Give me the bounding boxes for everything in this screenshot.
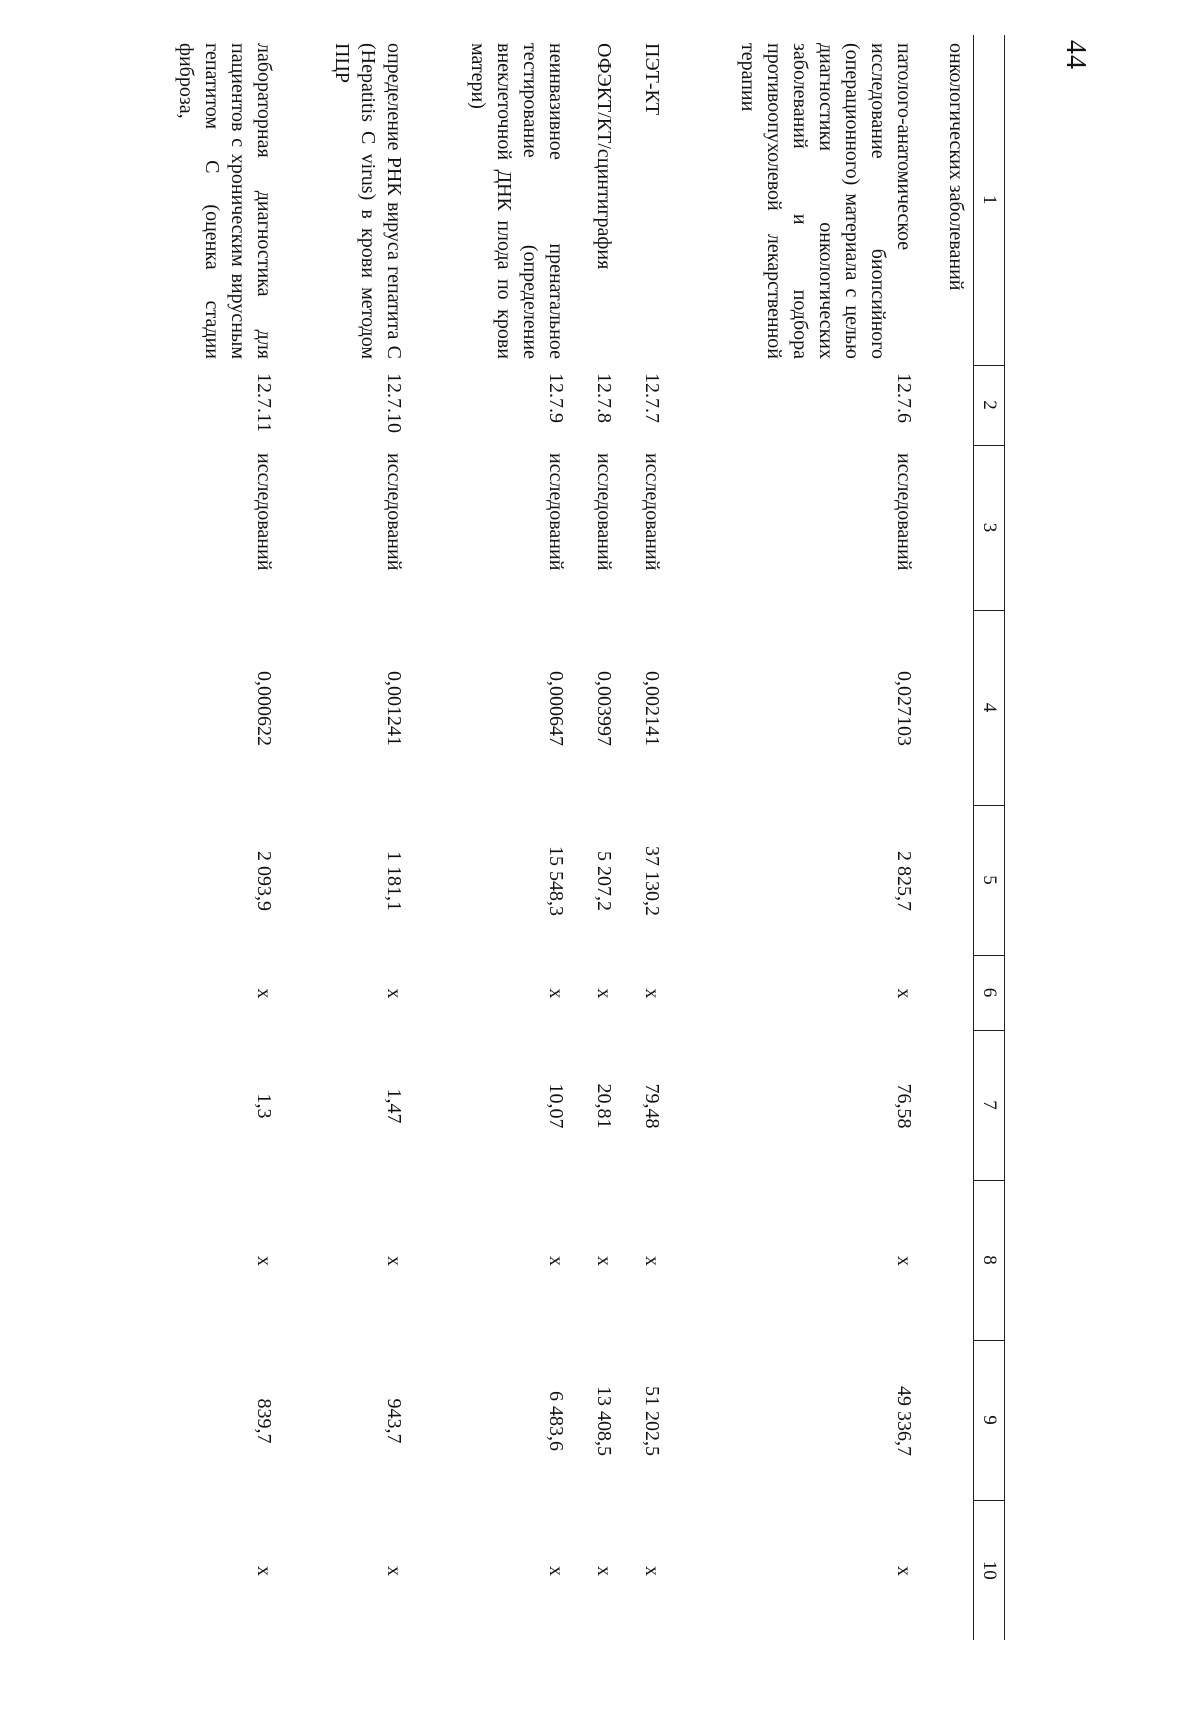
- unit-cell: исследований: [593, 453, 615, 571]
- code-cell: 12.7.7: [641, 373, 663, 423]
- service-name-cell: патолого-анатомическое исследование биопсийного (операционного) материала с целью диагностики онкологических заболеваний и подбора противоопухолевой лекарственной терапии: [737, 43, 915, 359]
- data-table: [165, 35, 1005, 1640]
- value-cell: [921, 610, 974, 805]
- header-row: [974, 35, 1005, 1640]
- value-cell: 0,000622: [253, 671, 275, 746]
- value-cell: x: [593, 1256, 615, 1266]
- service-name-cell: ПЭТ-КТ: [641, 43, 663, 116]
- value-cell: 13 408,5: [593, 1386, 615, 1456]
- value-cell: x: [641, 1566, 663, 1576]
- value-cell: x: [593, 988, 615, 999]
- unit-cell: исследований: [545, 453, 567, 571]
- value-cell: x: [893, 1256, 915, 1266]
- code-cell: 12.7.11: [253, 373, 275, 433]
- service-name-cell: онкологических заболеваний: [945, 43, 967, 291]
- code-cell: [921, 365, 974, 445]
- value-cell: x: [253, 1566, 275, 1576]
- value-cell: x: [545, 1256, 567, 1266]
- column-header: 9: [974, 1340, 1005, 1500]
- code-cell: 12.7.8: [593, 373, 615, 423]
- table-row: [621, 35, 669, 1640]
- value-cell: x: [893, 988, 915, 999]
- column-header: 5: [974, 805, 1005, 955]
- value-cell: [921, 955, 974, 1030]
- code-cell: 12.7.10: [383, 373, 405, 433]
- value-cell: x: [641, 1256, 663, 1266]
- value-cell: x: [893, 1566, 915, 1576]
- service-name-cell: лабораторная диагностика для пациентов с хроническим вирусным гепатитом С (оценка стадии фиброза,: [175, 43, 275, 359]
- service-name-cell: определение РНК вируса гепатита С (Hepatitis C virus) в крови методом ПЦР: [331, 43, 405, 359]
- data-table-wrapper: [175, 35, 1005, 1640]
- value-cell: x: [253, 988, 275, 999]
- code-cell: 12.7.6: [893, 373, 915, 423]
- value-cell: 79,48: [641, 1083, 663, 1129]
- value-cell: x: [383, 1256, 405, 1266]
- unit-cell: исследований: [253, 453, 275, 571]
- value-cell: 20,81: [593, 1083, 615, 1129]
- table-row: [281, 35, 411, 1640]
- value-cell: 1,3: [253, 1093, 275, 1119]
- unit-cell: исследований: [893, 453, 915, 571]
- service-name-cell: неинвазивное пренатальное тестирование (определение внеклеточной ДНК плода по крови матери): [467, 43, 567, 359]
- value-cell: [921, 1340, 974, 1500]
- value-cell: 839,7: [253, 1398, 275, 1444]
- value-cell: 6 483,6: [545, 1391, 567, 1451]
- column-header: 7: [974, 1030, 1005, 1180]
- column-header: 6: [974, 955, 1005, 1030]
- value-cell: 0,003997: [593, 671, 615, 746]
- value-cell: [921, 1500, 974, 1640]
- value-cell: 15 548,3: [545, 846, 567, 916]
- value-cell: x: [383, 988, 405, 999]
- value-cell: 5 207,2: [593, 851, 615, 911]
- value-cell: 51 202,5: [641, 1386, 663, 1456]
- table-row: [669, 35, 921, 1640]
- table-row: [165, 35, 281, 1640]
- value-cell: x: [253, 1256, 275, 1266]
- value-cell: x: [641, 988, 663, 999]
- value-cell: 10,07: [545, 1083, 567, 1129]
- value-cell: 76,58: [893, 1083, 915, 1129]
- value-cell: [921, 1180, 974, 1340]
- column-header: 1: [974, 35, 1005, 365]
- value-cell: 0,027103: [893, 671, 915, 746]
- table-row: [411, 35, 573, 1640]
- value-cell: 0,001241: [383, 671, 405, 746]
- value-cell: 943,7: [383, 1398, 405, 1444]
- value-cell: x: [545, 988, 567, 999]
- column-header: 8: [974, 1180, 1005, 1340]
- value-cell: 49 336,7: [893, 1386, 915, 1456]
- value-cell: 37 130,2: [641, 846, 663, 916]
- table-row: [921, 35, 974, 1640]
- value-cell: 0,002141: [641, 671, 663, 746]
- column-header: 4: [974, 610, 1005, 805]
- page-number: 44: [1060, 40, 1091, 70]
- value-cell: 2 093,9: [253, 851, 275, 911]
- column-header: 10: [974, 1500, 1005, 1640]
- code-cell: 12.7.9: [545, 373, 567, 423]
- value-cell: 2 825,7: [893, 851, 915, 911]
- service-name-cell: ОФЭКТ/КТ/сцинтиграфия: [593, 43, 615, 270]
- column-header: 3: [974, 445, 1005, 610]
- column-header: 2: [974, 365, 1005, 445]
- value-cell: 1 181,1: [383, 851, 405, 911]
- value-cell: x: [545, 1566, 567, 1576]
- value-cell: [921, 1030, 974, 1180]
- table-row: [573, 35, 621, 1640]
- value-cell: [921, 805, 974, 955]
- value-cell: x: [383, 1566, 405, 1576]
- value-cell: x: [593, 1566, 615, 1576]
- value-cell: 1,47: [383, 1088, 405, 1124]
- unit-cell: [921, 445, 974, 610]
- value-cell: 0,000647: [545, 671, 567, 746]
- page-number-strip: [1055, 30, 1095, 1727]
- unit-cell: исследований: [641, 453, 663, 571]
- unit-cell: исследований: [383, 453, 405, 571]
